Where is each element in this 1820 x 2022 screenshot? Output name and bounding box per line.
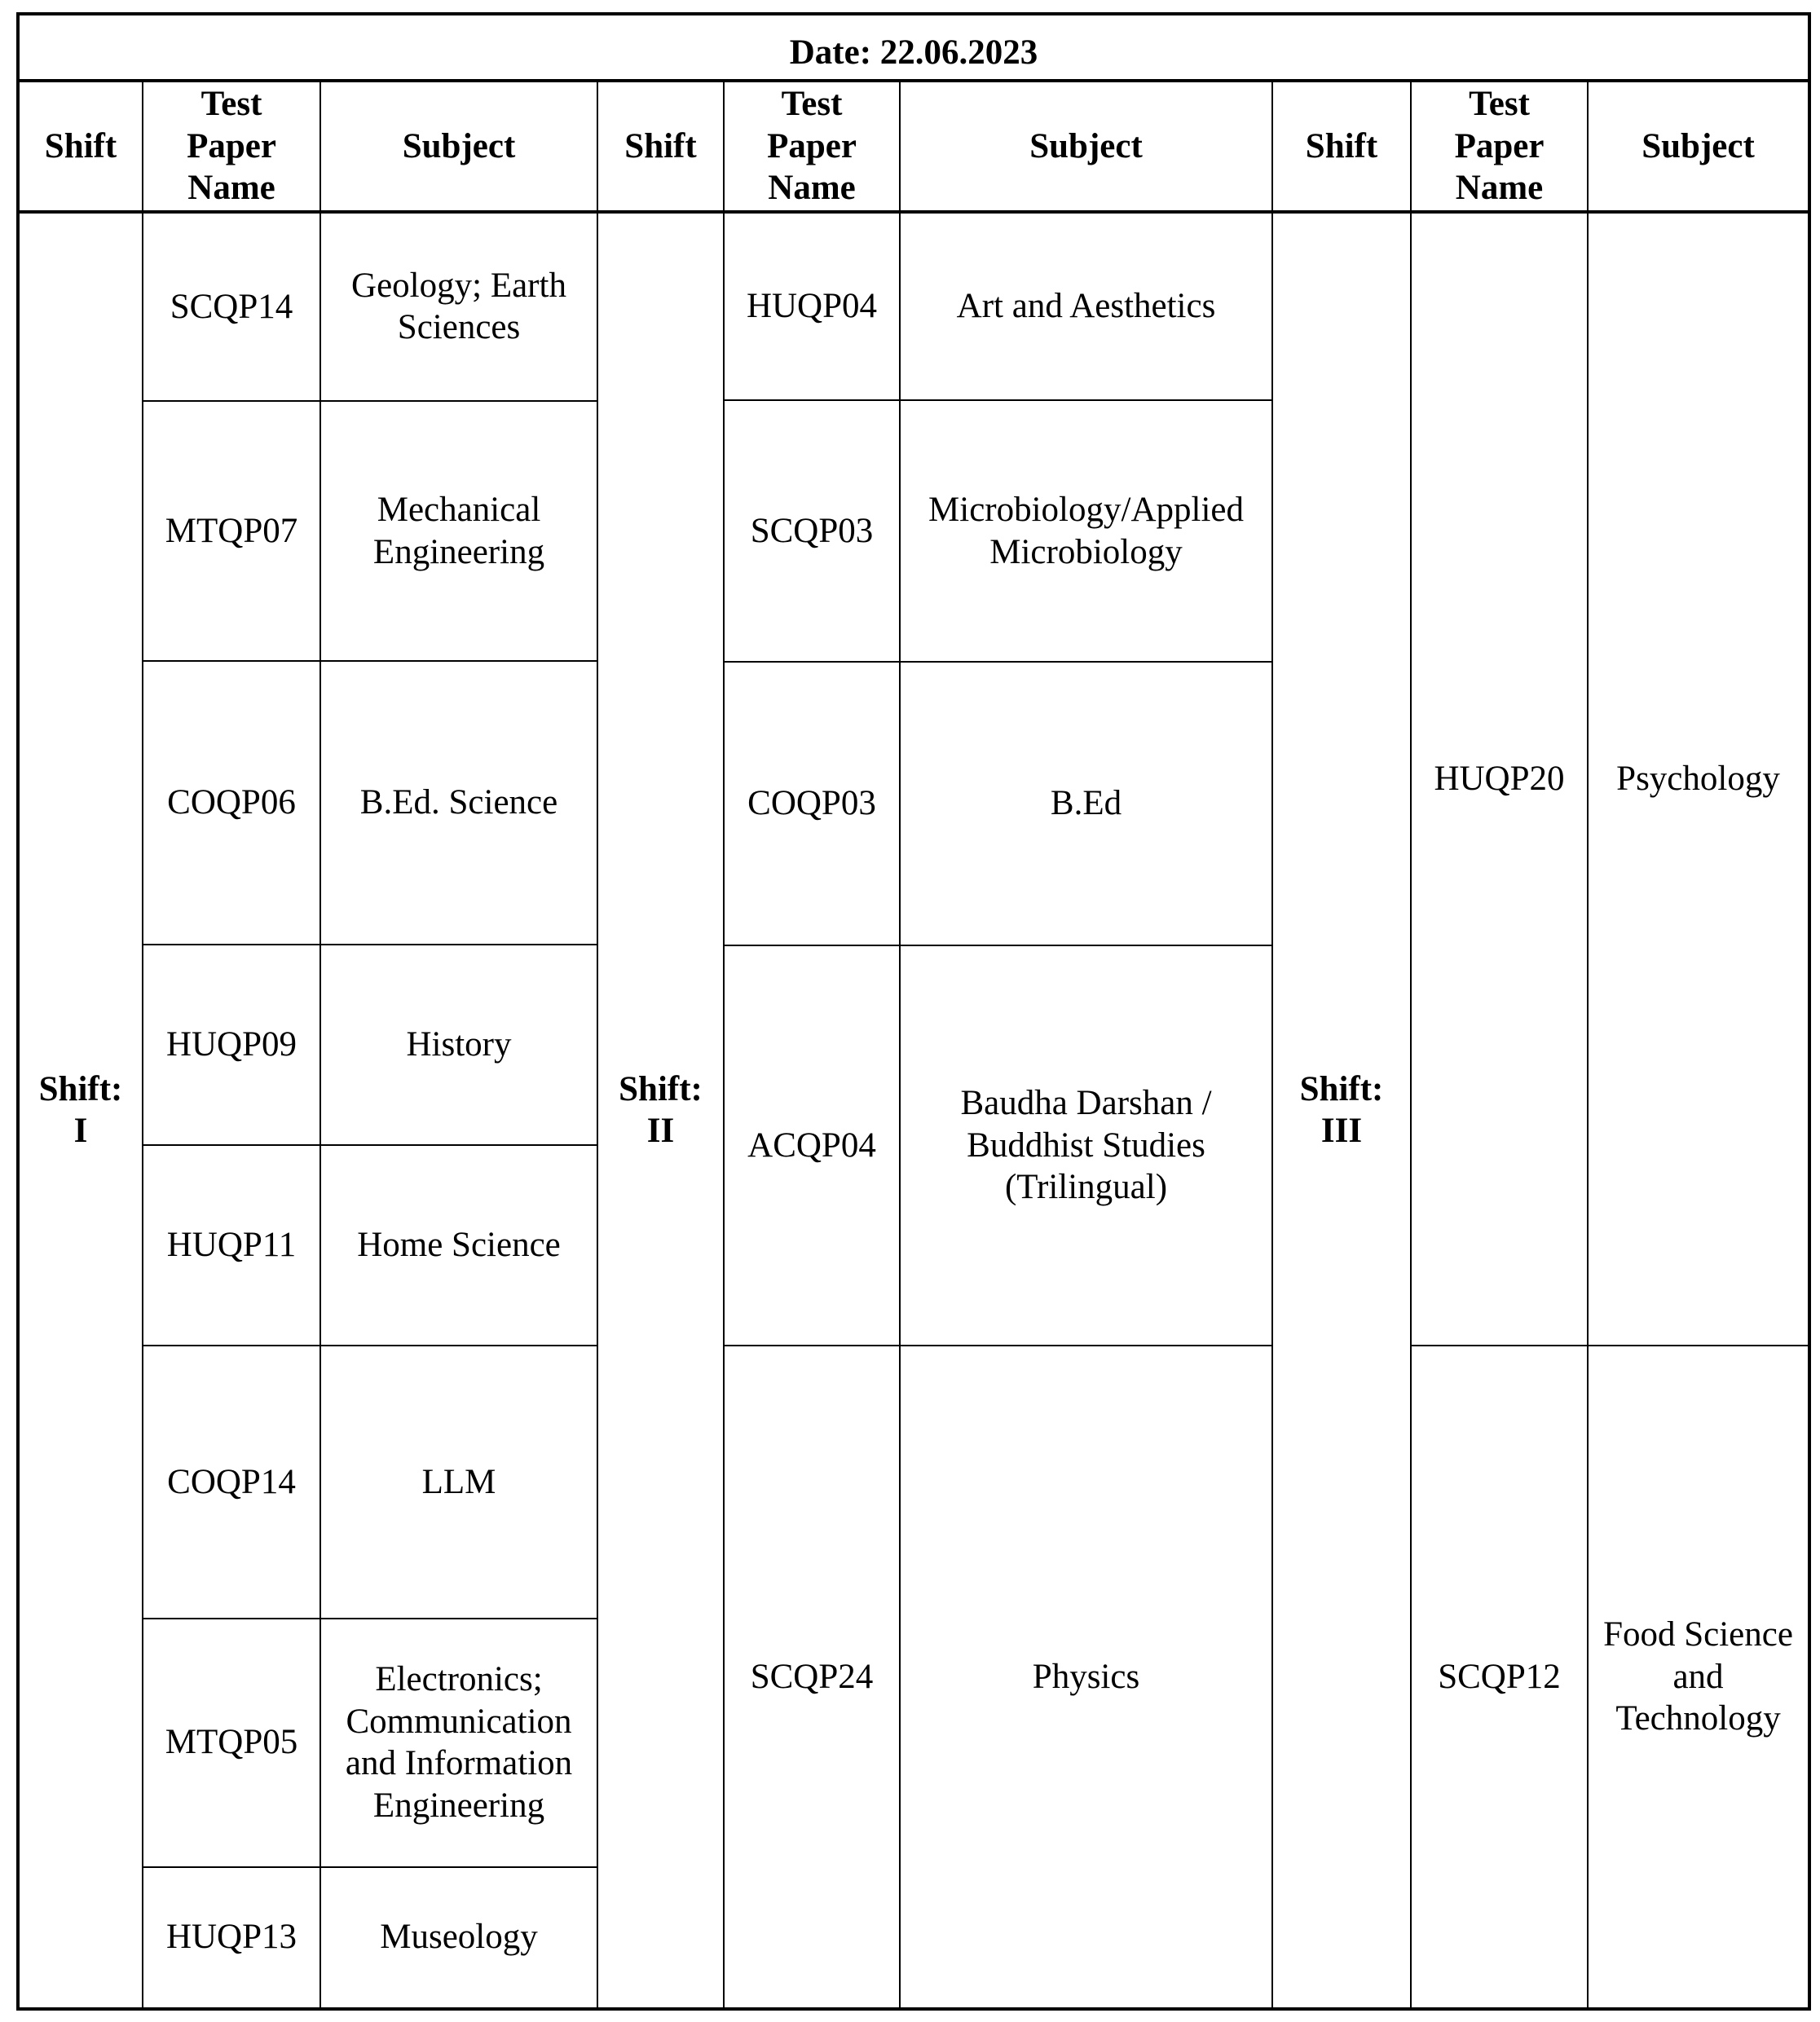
paper-code: ACQP04 bbox=[724, 945, 900, 1346]
paper-code: HUQP09 bbox=[143, 945, 320, 1146]
paper-code: HUQP04 bbox=[724, 212, 900, 401]
paper-subject: Museology bbox=[320, 1867, 597, 2010]
paper-subject: Microbiology/Applied Microbiology bbox=[900, 400, 1272, 662]
paper-code: COQP03 bbox=[724, 662, 900, 945]
header-subject-1: Subject bbox=[320, 81, 597, 211]
date-row bbox=[18, 14, 1809, 81]
table-row bbox=[18, 212, 1809, 401]
paper-code: COQP14 bbox=[143, 1346, 320, 1619]
paper-code: HUQP11 bbox=[143, 1145, 320, 1346]
paper-code: MTQP07 bbox=[143, 401, 320, 661]
paper-subject: History bbox=[320, 945, 597, 1146]
paper-subject: B.Ed bbox=[900, 662, 1272, 945]
paper-code: MTQP05 bbox=[143, 1619, 320, 1867]
date-heading: Date: 22.06.2023 bbox=[18, 14, 1809, 81]
header-test-paper-name-2: Test Paper Name bbox=[724, 81, 900, 211]
paper-code: SCQP14 bbox=[143, 212, 320, 402]
paper-code: COQP06 bbox=[143, 661, 320, 945]
paper-code: SCQP12 bbox=[1411, 1346, 1588, 2009]
paper-code: SCQP24 bbox=[724, 1346, 900, 2009]
paper-subject: Baudha Darshan / Buddhist Studies (Trilingual) bbox=[900, 945, 1272, 1346]
paper-subject: Electronics; Communication and Information Engineering bbox=[320, 1619, 597, 1867]
paper-subject: LLM bbox=[320, 1346, 597, 1619]
paper-subject: Food Science and Technology bbox=[1588, 1346, 1809, 2009]
paper-subject: B.Ed. Science bbox=[320, 661, 597, 945]
header-shift-1: Shift bbox=[18, 81, 143, 211]
paper-code: HUQP13 bbox=[143, 1867, 320, 2010]
header-shift-3: Shift bbox=[1272, 81, 1411, 211]
header-test-paper-name-1: Test Paper Name bbox=[143, 81, 320, 211]
header-subject-2: Subject bbox=[900, 81, 1272, 211]
shift-label-1: Shift: I bbox=[18, 212, 143, 2008]
shift-label-2: Shift: II bbox=[597, 212, 724, 2009]
shift-label-3: Shift: III bbox=[1272, 212, 1411, 2009]
paper-subject: Physics bbox=[900, 1346, 1272, 2009]
header-test-paper-name-3: Test Paper Name bbox=[1411, 81, 1588, 211]
paper-subject: Mechanical Engineering bbox=[320, 401, 597, 661]
paper-subject: Psychology bbox=[1588, 212, 1809, 1346]
exam-schedule-table bbox=[16, 12, 1811, 2011]
header-subject-3: Subject bbox=[1588, 81, 1809, 211]
header-shift-2: Shift bbox=[597, 81, 724, 211]
paper-code: SCQP03 bbox=[724, 400, 900, 662]
paper-code: HUQP20 bbox=[1411, 212, 1588, 1346]
paper-subject: Home Science bbox=[320, 1145, 597, 1346]
header-row bbox=[18, 81, 1809, 211]
paper-subject: Art and Aesthetics bbox=[900, 212, 1272, 401]
paper-subject: Geology; Earth Sciences bbox=[320, 212, 597, 402]
